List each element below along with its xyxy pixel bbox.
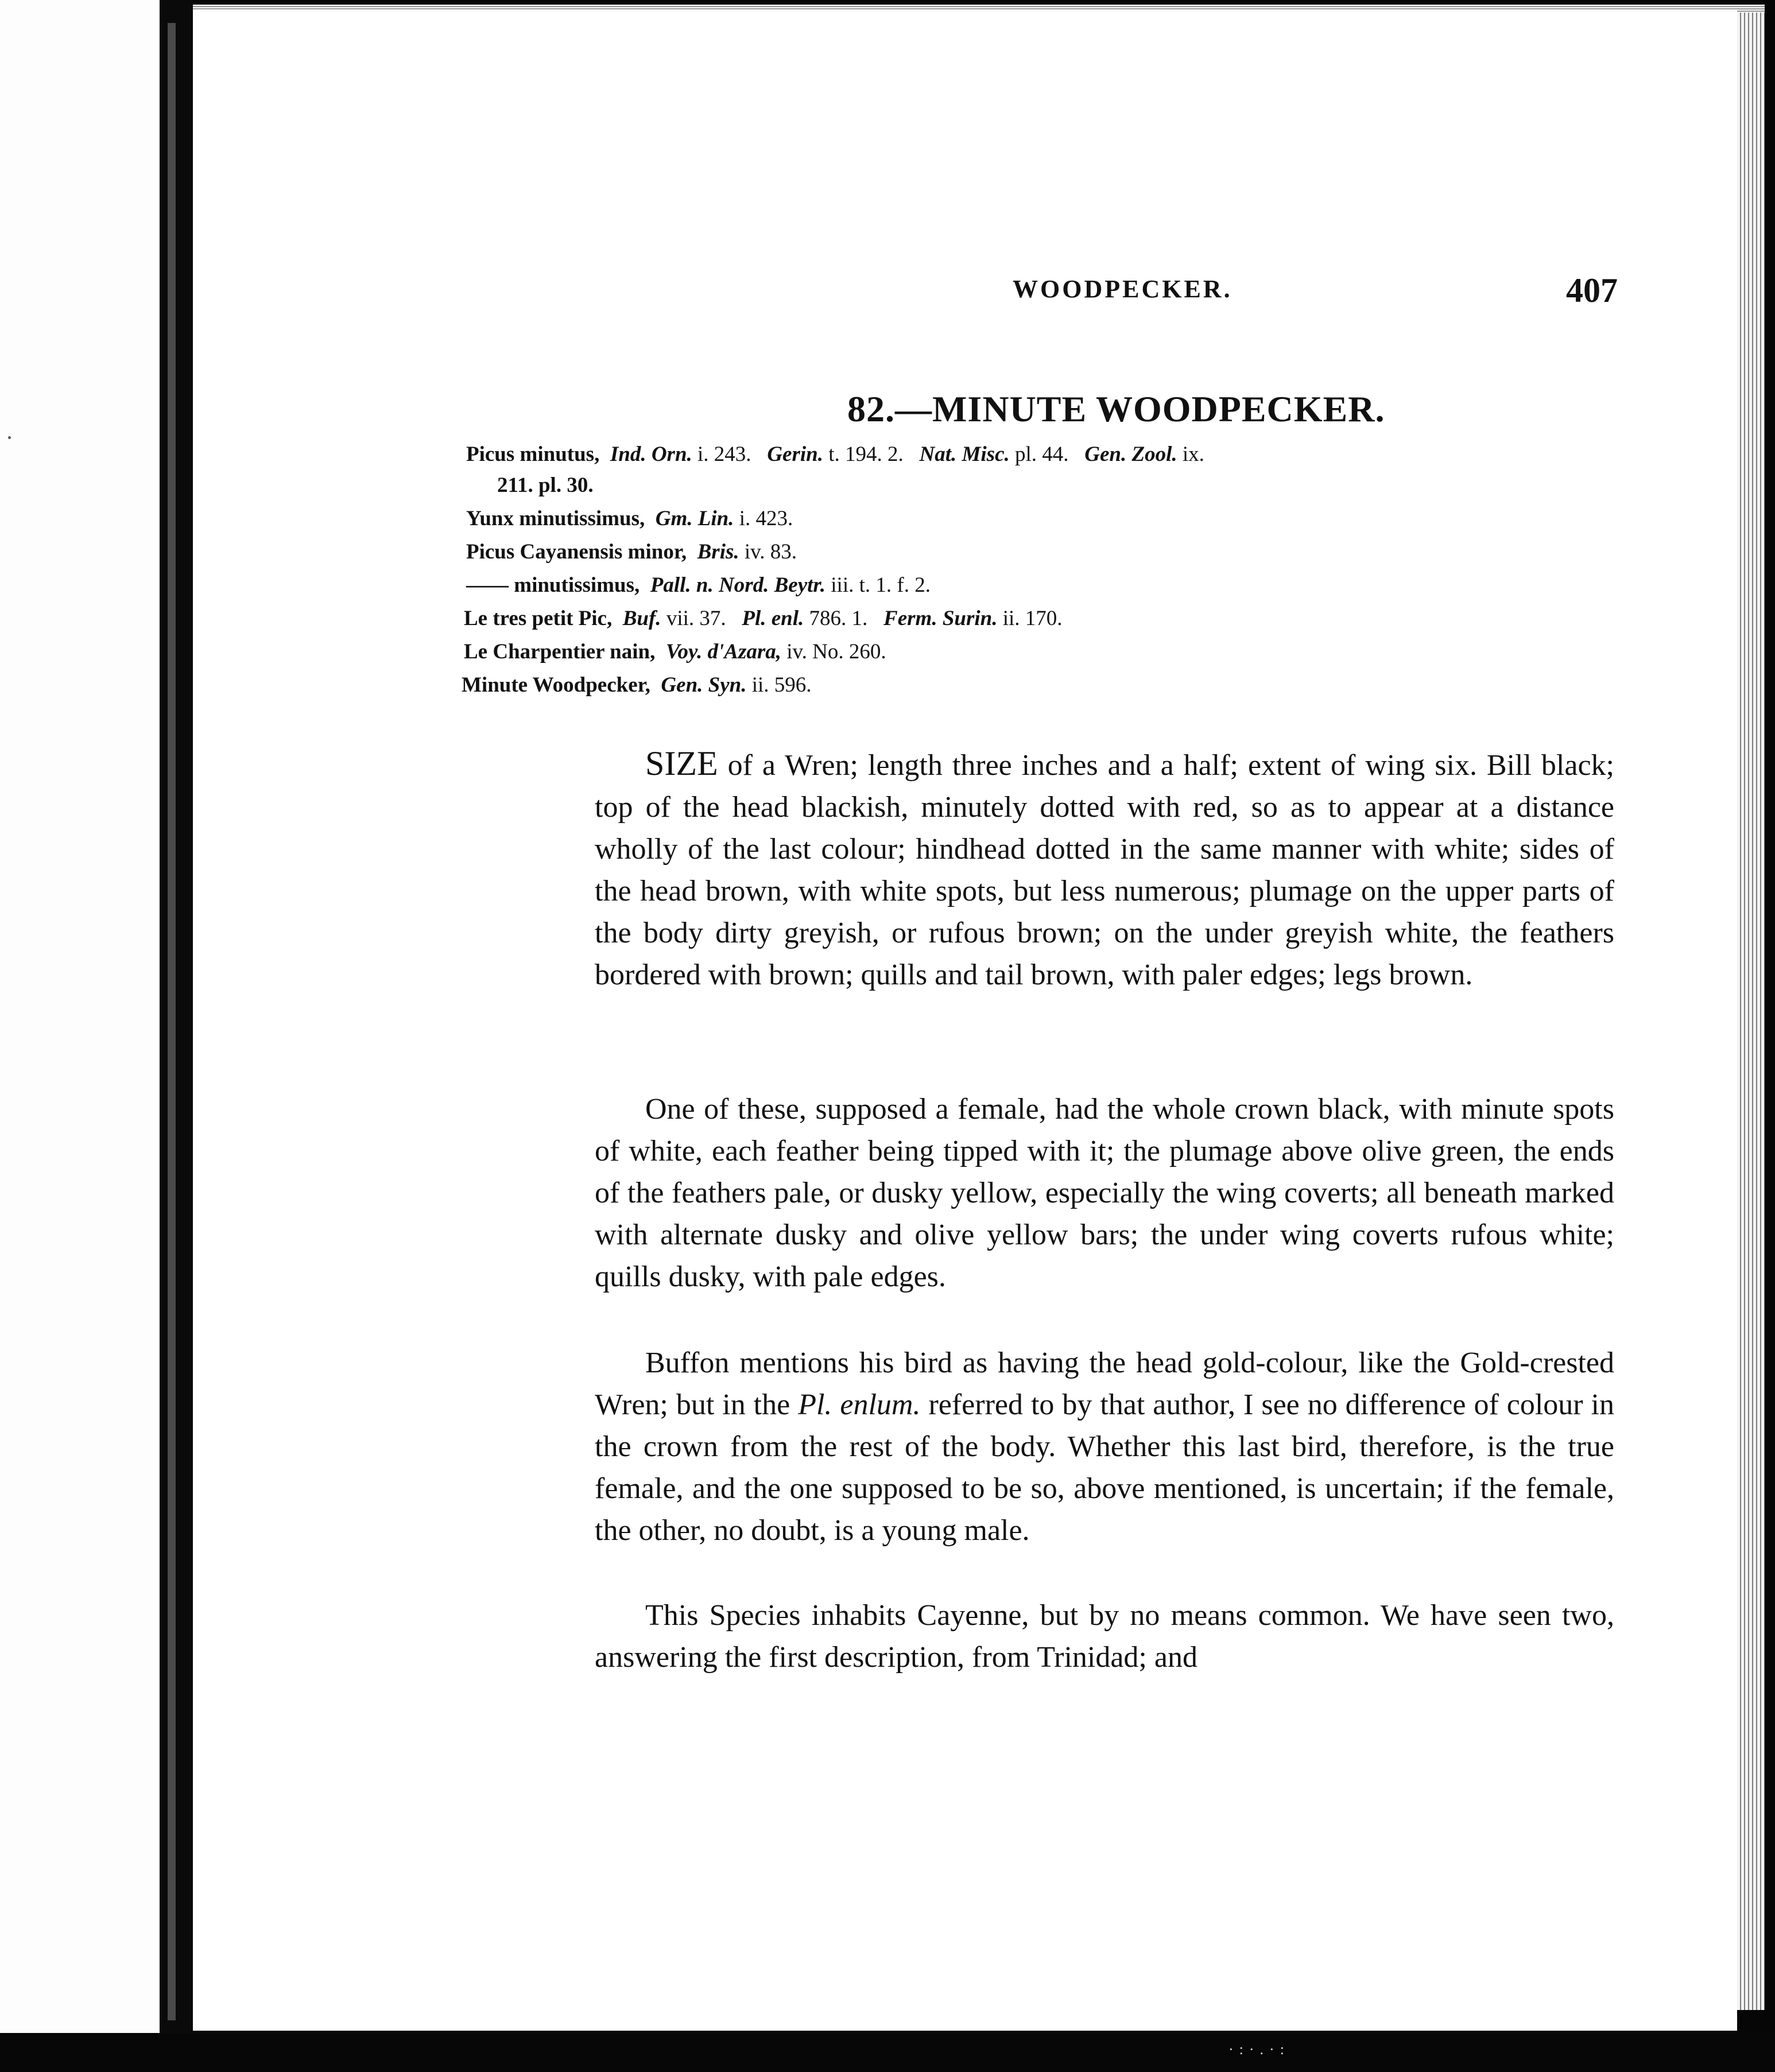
synonym-ref-num: iv. No. 260. bbox=[781, 640, 886, 663]
synonym-line bbox=[464, 606, 1063, 631]
synonym-ref-num: iii. t. 1. f. 2. bbox=[826, 573, 931, 597]
left-page-edge bbox=[0, 0, 160, 2033]
synonym-ref-abbr: Gm. Lin. bbox=[655, 507, 734, 530]
synonym-name: Yunx minutissimus, bbox=[466, 507, 645, 530]
species-title: 82.—MINUTE WOODPECKER. bbox=[847, 389, 1385, 429]
synonym-ref-num: vii. 37. bbox=[661, 607, 726, 630]
paragraph-text: This Species inhabits Cayenne, but by no means common. We have seen two, answering the first description, from Trinidad; and bbox=[595, 1599, 1614, 1674]
paragraph-text: Buffon mentions his bird as having the head gold-colour, like the Gold-crested Wren; but in the bbox=[595, 1347, 1614, 1421]
body-paragraph-3 bbox=[595, 1342, 1614, 1551]
synonym-ref-num: t. 194. 2. bbox=[823, 443, 904, 466]
synonym-ref-abbr: Nat. Misc. bbox=[919, 443, 1010, 466]
synonym-name: —— minutissimus, bbox=[466, 573, 640, 597]
body-paragraph-1 bbox=[595, 743, 1614, 996]
synonym-ref-num: i. 243. bbox=[692, 443, 751, 466]
synonym-ref-abbr: Buf. bbox=[622, 607, 661, 630]
synonym-ref-abbr: Pall. n. Nord. Beytr. bbox=[650, 573, 826, 597]
scan-speck bbox=[8, 436, 11, 439]
synonym-ref-abbr: Bris. bbox=[697, 540, 739, 564]
right-page-edges bbox=[1737, 13, 1765, 2010]
paragraph-emphasis: Pl. enlum. bbox=[798, 1388, 921, 1421]
synonym-ref-num: i. 423. bbox=[734, 507, 793, 530]
synonym-ref-abbr: Pl. enl. bbox=[742, 607, 804, 630]
running-head: WOODPECKER. bbox=[1013, 275, 1233, 303]
synonym-ref-abbr: Gerin. bbox=[767, 443, 823, 466]
synonym-name: Picus Cayanensis minor, bbox=[466, 540, 687, 564]
paragraph-text: One of these, supposed a female, had the whole crown black, with minute spots of white, each feather being tipped with it; the plumage above olive green, the ends of the feathers pale, or dusky yellow, especially the wing coverts; all beneath marked with alternate dusky and olive yellow bars; the under wing coverts rufous white; quills dusky, with pale edges. bbox=[595, 1093, 1614, 1293]
book-gutter bbox=[160, 0, 193, 2043]
synonym-ref-abbr: Ferm. Surin. bbox=[883, 607, 998, 630]
synonym-line bbox=[466, 506, 793, 531]
paragraph-text: of a Wren; length three inches and a half; extent of wing six. Bill black; top of the head blackish, minutely dotted with red, so as to appear at a distance wholly of the last colour; hindhead dotted in the same manner with white; sides of the head brown, with white spots, but less numerous; plumage on the upper parts of the body dirty greyish, or rufous brown; on the under greyish white, the feathers bordered with brown; quills and tail brown, with paler edges; legs brown. bbox=[595, 749, 1614, 991]
synonym-ref-abbr: Gen. Syn. bbox=[661, 673, 747, 697]
synonym-ref-num: ii. 170. bbox=[997, 607, 1063, 630]
synonym-line bbox=[466, 573, 931, 597]
body-paragraph-2 bbox=[595, 1088, 1614, 1298]
synonym-name: Le tres petit Pic, bbox=[464, 607, 613, 630]
scan-bottom-border bbox=[0, 2033, 1775, 2072]
synonym-continuation bbox=[497, 473, 594, 498]
paragraph-text: referred to by that author, I see no difference of colour in the crown from the rest of the body. Whether this last bird, therefore, is the true female, and the one supposed to be so, above mentioned, is uncertain; if the female, the other, no doubt, is a young male. bbox=[595, 1388, 1615, 1547]
synonym-line bbox=[466, 540, 797, 564]
right-page bbox=[193, 9, 1737, 2031]
synonym-ref-num: ii. 596. bbox=[746, 673, 812, 697]
synonym-name: Minute Woodpecker, bbox=[462, 673, 650, 697]
synonym-name: Le Charpentier nain, bbox=[464, 640, 656, 663]
synonym-line bbox=[466, 442, 1204, 467]
synonym-ref-num: pl. 44. bbox=[1009, 443, 1069, 466]
page-number: 407 bbox=[1566, 271, 1618, 309]
synonym-ref-abbr: Ind. Orn. bbox=[610, 443, 692, 466]
synonym-ref-num: 786. 1. bbox=[804, 607, 868, 630]
synonym-ref-num: iv. 83. bbox=[739, 540, 797, 564]
synonym-line bbox=[464, 639, 886, 664]
gutter-shadow bbox=[168, 23, 176, 2020]
synonym-line bbox=[462, 673, 812, 697]
body-paragraph-4 bbox=[595, 1594, 1614, 1678]
synonym-name: Picus minutus, bbox=[466, 443, 600, 466]
synonym-ref-num: ix. bbox=[1177, 443, 1204, 466]
synonym-ref-abbr: Gen. Zool. bbox=[1084, 443, 1177, 466]
paragraph-lead-word: SIZE bbox=[645, 744, 718, 782]
synonym-continuation-text: 211. pl. 30. bbox=[497, 474, 594, 497]
scan-dust-specks: ·:·.·: bbox=[1228, 2041, 1290, 2058]
synonym-ref-abbr: Voy. d'Azara, bbox=[665, 640, 782, 663]
